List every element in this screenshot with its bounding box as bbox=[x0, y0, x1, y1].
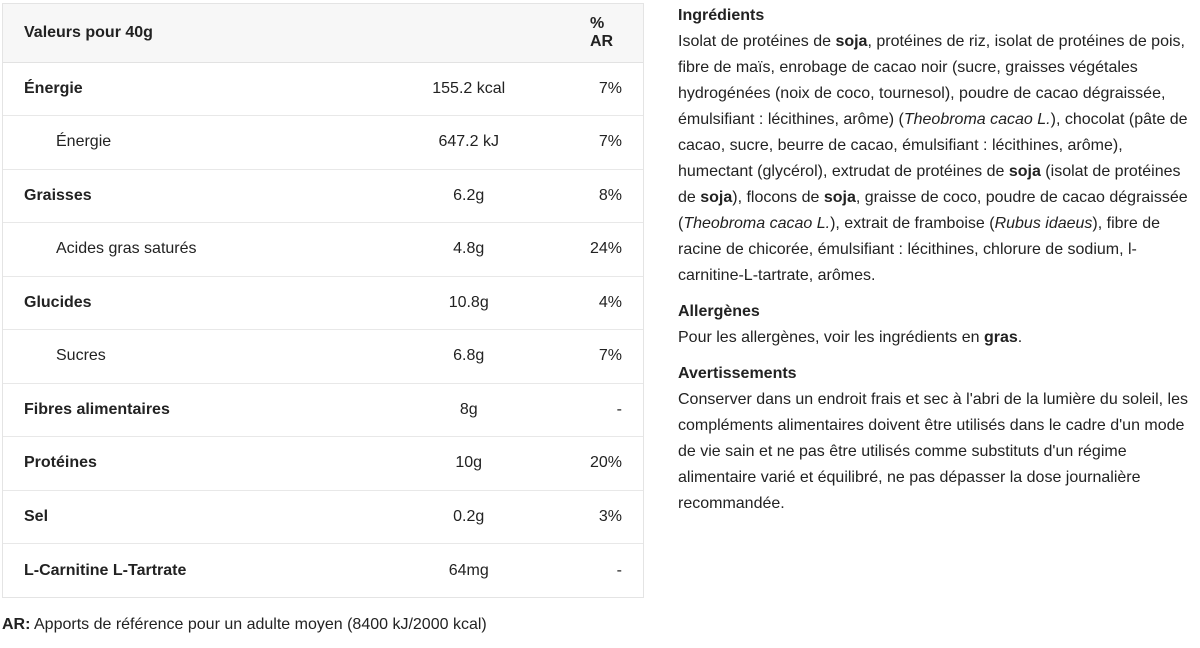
nutrient-ar: 24% bbox=[589, 240, 622, 258]
ingredient-italic-run: Rubus idaeus bbox=[994, 215, 1093, 232]
ingredients-heading: Ingrédients bbox=[678, 7, 765, 24]
ingredient-italic-run: Theobroma cacao L. bbox=[903, 111, 1051, 128]
ingredients-text bbox=[678, 29, 1193, 289]
ingredient-bold-run: soja bbox=[1008, 163, 1041, 180]
nutrient-ar: 3% bbox=[598, 507, 622, 525]
ingredient-bold-run: soja bbox=[835, 33, 868, 50]
nutrient-ar: 4% bbox=[598, 293, 622, 311]
nutrient-ar: 20% bbox=[589, 454, 622, 472]
nutrient-value: 4.8g bbox=[453, 240, 485, 258]
ingredient-text-run: ), chocolat (pâte de cacao, sucre, beurre de cacao, émulsifiant : lécithines, arôme), humectant (glycérol), extrudat de protéines de bbox=[678, 111, 1188, 180]
nutrient-value: 64mg bbox=[448, 561, 489, 579]
nutrient-ar: 7% bbox=[598, 79, 622, 97]
table-row bbox=[3, 544, 643, 598]
table-row bbox=[3, 383, 643, 437]
ingredient-italic-run: Theobroma cacao L. bbox=[683, 215, 831, 232]
ingredient-text-run: Isolat de protéines de bbox=[678, 33, 836, 50]
nutrient-value: 8g bbox=[459, 400, 478, 418]
allergens-bold-word: gras bbox=[983, 329, 1018, 346]
allergens-text-after: . bbox=[1017, 329, 1023, 346]
header-serving-label: Valeurs pour 40g bbox=[3, 4, 347, 62]
ingredient-text-run: ), extrait de framboise ( bbox=[830, 215, 995, 232]
nutrient-name: Énergie bbox=[24, 79, 83, 97]
ingredient-text-run: ), fibre de racine de chicorée, émulsifiant : lécithines, chlorure de sodium, l-carnitine-L-tartrate, arômes. bbox=[678, 215, 1161, 284]
table-row bbox=[3, 490, 643, 544]
nutrient-name: Graisses bbox=[24, 186, 92, 204]
nutrient-value: 6.2g bbox=[453, 186, 485, 204]
table-row bbox=[3, 169, 643, 223]
product-info-panel bbox=[678, 3, 1193, 527]
ar-footnote-text: Apports de référence pour un adulte moyen (8400 kJ/2000 kcal) bbox=[30, 616, 487, 633]
table-row bbox=[3, 62, 643, 116]
nutrient-ar: 7% bbox=[598, 133, 622, 151]
table-row bbox=[3, 437, 643, 491]
nutrient-name: Glucides bbox=[24, 293, 92, 311]
nutrient-value: 647.2 kJ bbox=[438, 133, 499, 151]
nutrient-name: Fibres alimentaires bbox=[24, 400, 170, 418]
ar-footnote bbox=[2, 616, 487, 634]
nutrition-table-header bbox=[3, 4, 643, 62]
ingredient-bold-run: soja bbox=[700, 189, 733, 206]
nutrient-name: Protéines bbox=[24, 454, 97, 472]
ingredients-section bbox=[678, 3, 1193, 289]
ingredient-text-run: , protéines de riz, isolat de protéines de pois, fibre de maïs, enrobage de cacao noir (sucre, graisses végétales hydrogénées (noix de coco, tournesol), poudre de cacao dégraissée, émulsifiant : lécithines, arôme) ( bbox=[678, 33, 1185, 128]
table-row bbox=[3, 276, 643, 330]
ingredient-text-run: ), flocons de bbox=[732, 189, 824, 206]
header-value-label bbox=[347, 4, 590, 62]
nutrient-name: Acides gras saturés bbox=[56, 240, 197, 258]
allergens-text bbox=[678, 325, 1193, 351]
nutrient-name: L-Carnitine L-Tartrate bbox=[24, 561, 187, 579]
allergens-text-before: Pour les allergènes, voir les ingrédients en bbox=[678, 329, 984, 346]
nutrition-table bbox=[3, 4, 643, 597]
warnings-section bbox=[678, 361, 1193, 517]
table-row bbox=[3, 116, 643, 170]
nutrient-value: 155.2 kcal bbox=[432, 79, 506, 97]
nutrient-name: Sel bbox=[24, 507, 49, 525]
warnings-heading: Avertissements bbox=[678, 365, 797, 382]
nutrient-value: 6.8g bbox=[453, 347, 485, 365]
table-row bbox=[3, 223, 643, 277]
nutrient-name: Énergie bbox=[56, 133, 112, 151]
ingredient-text-run: (isolat de protéines de bbox=[678, 163, 1181, 206]
allergens-section bbox=[678, 299, 1193, 351]
table-row bbox=[3, 330, 643, 384]
ingredient-bold-run: soja bbox=[823, 189, 856, 206]
nutrient-ar: - bbox=[616, 561, 622, 579]
ar-footnote-label: AR: bbox=[2, 616, 31, 633]
ingredient-text-run: , graisse de coco, poudre de cacao dégraissée ( bbox=[678, 189, 1188, 232]
nutrient-value: 10.8g bbox=[448, 293, 489, 311]
warnings-text: Conserver dans un endroit frais et sec à l'abri de la lumière du soleil, les compléments alimentaires doivent être utilisés dans le cadre d'un mode de vie sain et ne pas être utilisés comme substituts d'un régime alimentaire varié et équilibré, ne pas dépasser la dose journalière recommandée. bbox=[678, 391, 1188, 512]
nutrient-ar: - bbox=[616, 400, 622, 418]
nutrient-ar: 8% bbox=[598, 186, 622, 204]
nutrient-value: 0.2g bbox=[453, 507, 485, 525]
header-ar-label: % AR bbox=[590, 4, 643, 62]
allergens-heading: Allergènes bbox=[678, 303, 760, 320]
nutrient-ar: 7% bbox=[598, 347, 622, 365]
nutrition-table-container bbox=[2, 3, 644, 598]
nutrient-name: Sucres bbox=[56, 347, 106, 365]
nutrient-value: 10g bbox=[455, 454, 483, 472]
